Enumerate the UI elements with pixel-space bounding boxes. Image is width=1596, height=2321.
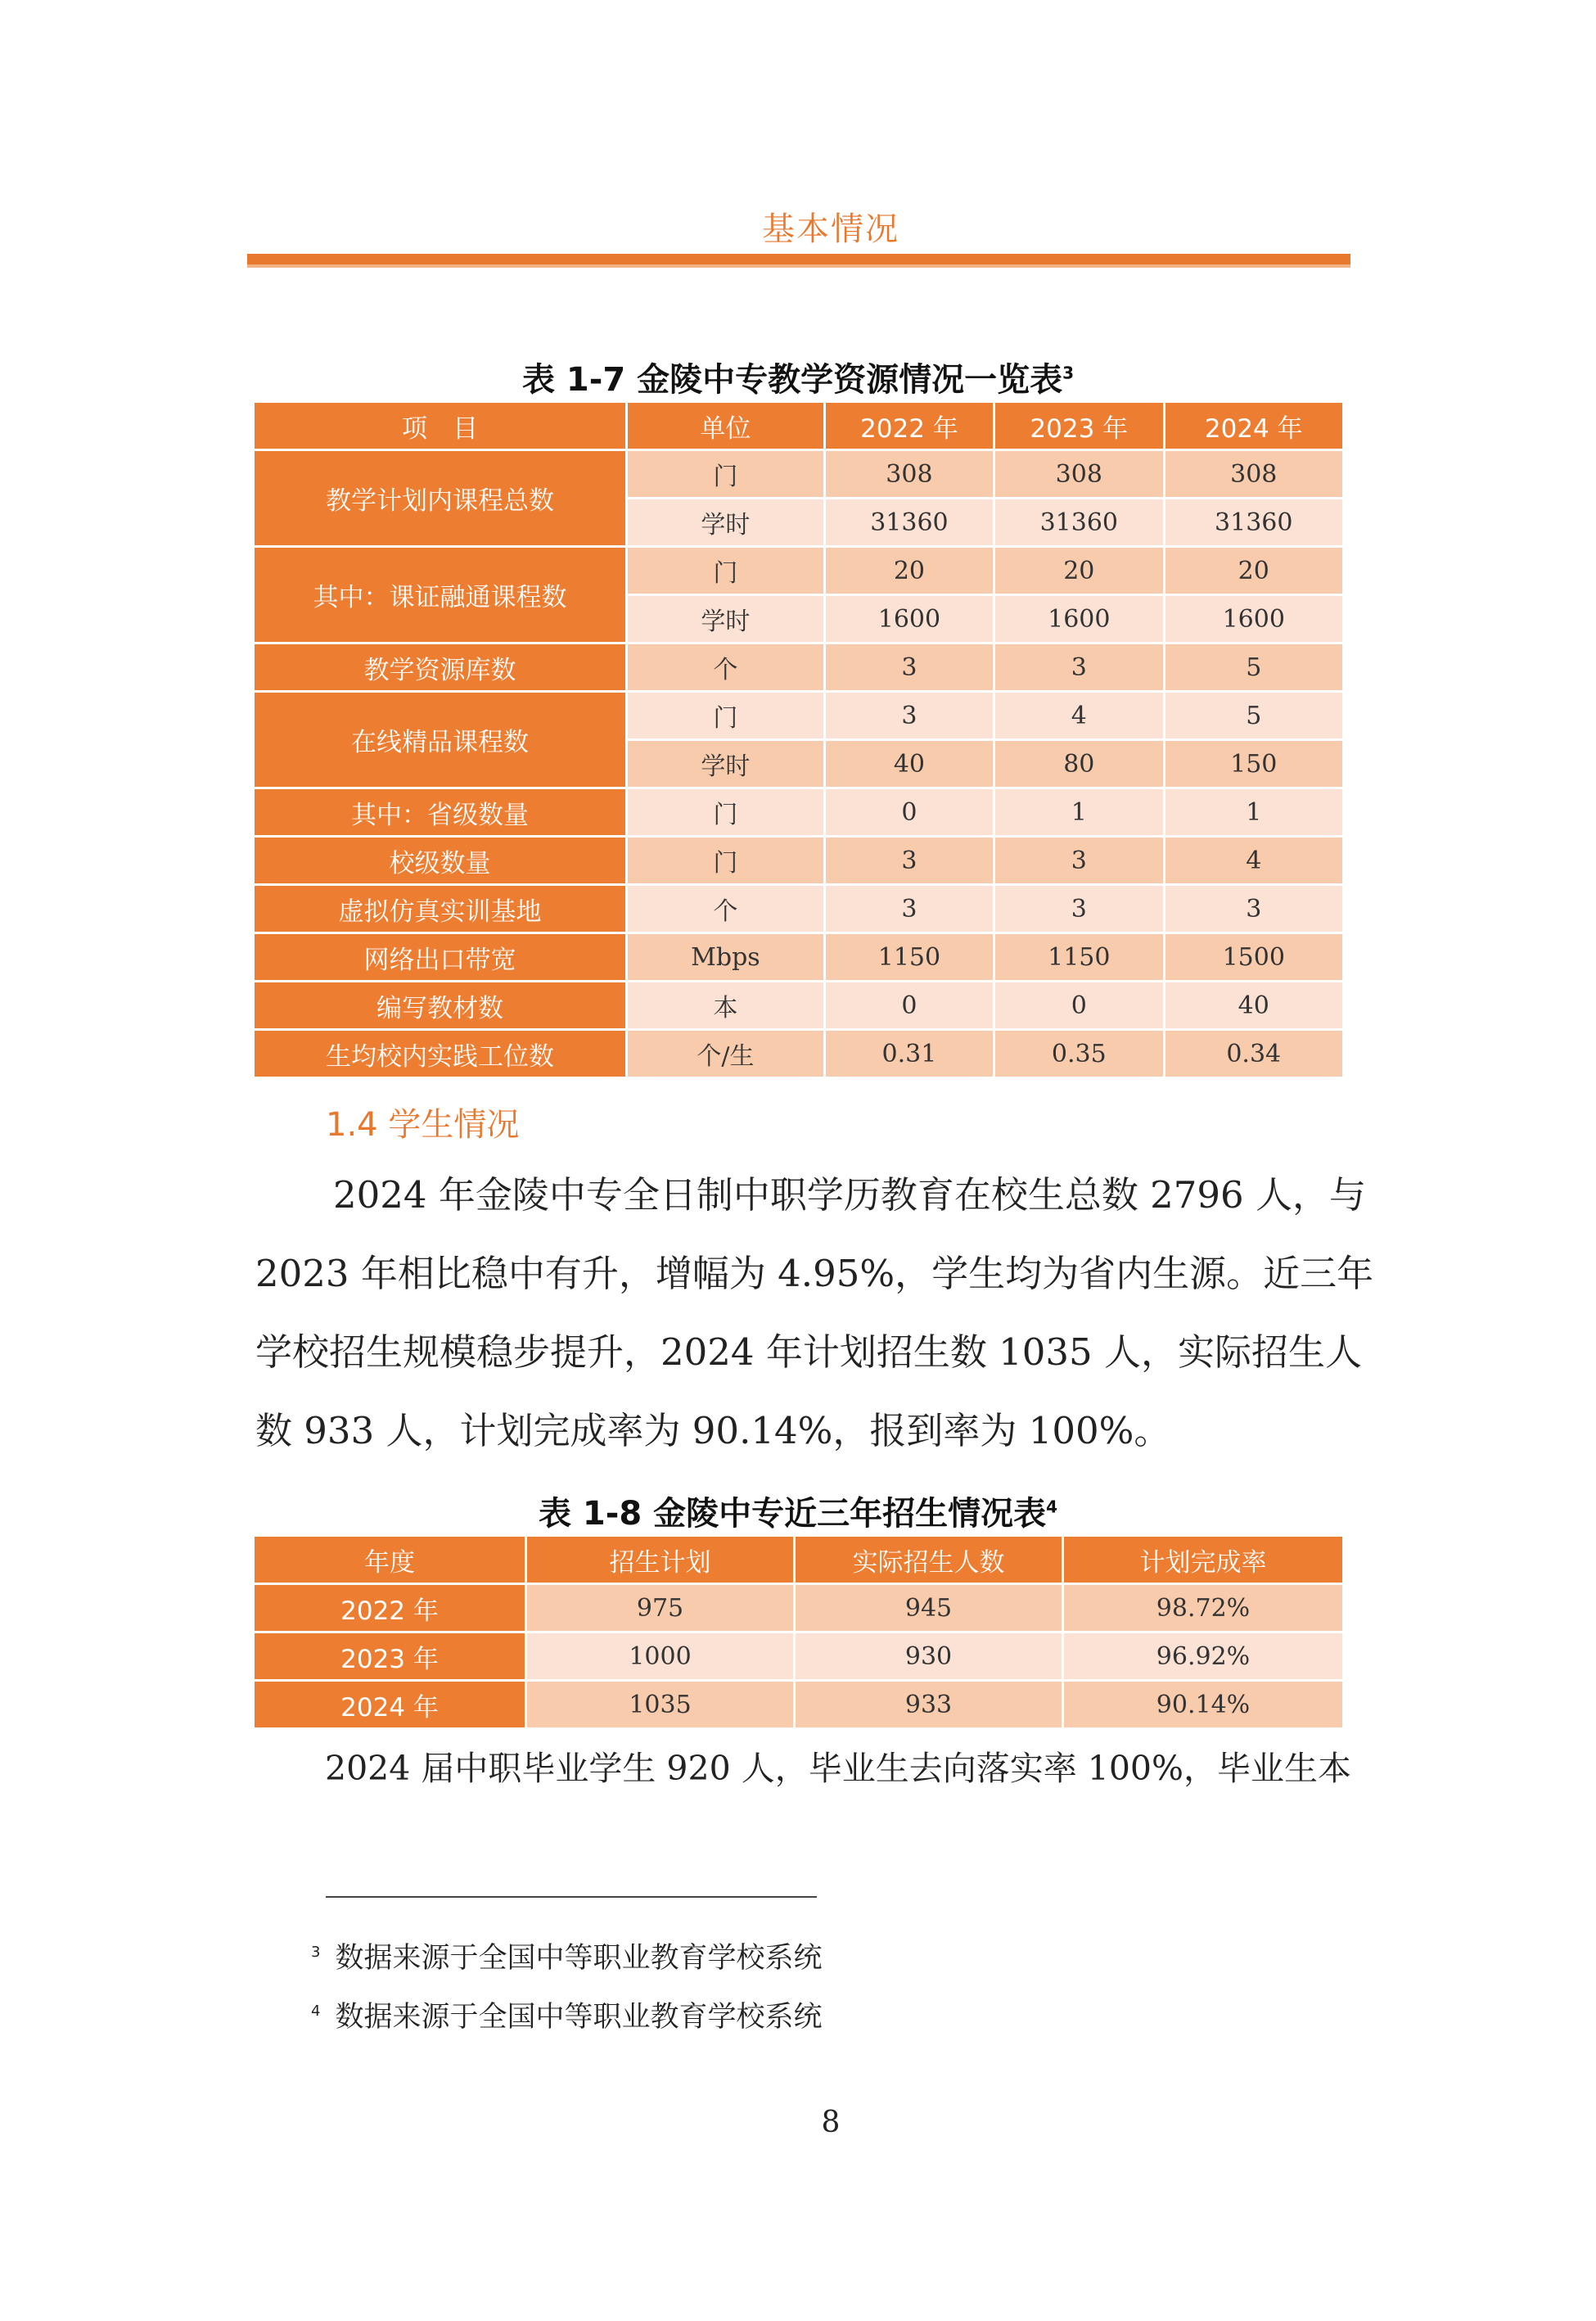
- value-cell: 3: [995, 886, 1162, 932]
- header-rule: [247, 254, 1350, 264]
- value-cell: 930: [796, 1633, 1062, 1679]
- value-cell: 0.34: [1165, 1031, 1343, 1077]
- value-cell: 3: [826, 644, 993, 690]
- table-row: [255, 548, 1342, 594]
- row-label: 教学资源库数: [255, 644, 625, 690]
- unit-cell: 个: [628, 644, 823, 690]
- value-cell: 308: [1165, 451, 1343, 497]
- header-cell-2024: 2024 年: [1165, 403, 1343, 449]
- value-cell: 31360: [826, 499, 993, 545]
- row-label: 生均校内实践工位数: [255, 1031, 625, 1077]
- value-cell: 3: [826, 693, 993, 738]
- header-cell-item: 项 目: [255, 403, 625, 449]
- value-cell: 1: [995, 789, 1162, 835]
- unit-cell: 门: [628, 548, 823, 594]
- footnote-text: 数据来源于全国中等职业教育学校系统: [335, 2001, 823, 2034]
- table-row: [255, 451, 1342, 497]
- value-cell: 40: [1165, 982, 1343, 1028]
- value-cell: 0: [826, 982, 993, 1028]
- row-label: 虚拟仿真实训基地: [255, 886, 625, 932]
- footnote-mark: 3: [311, 1944, 321, 1962]
- value-cell: 3: [1165, 886, 1343, 932]
- footnote-mark: 4: [311, 2003, 321, 2021]
- footnote-4: [311, 1994, 822, 2035]
- value-cell: 20: [1165, 548, 1343, 594]
- unit-cell: 学时: [628, 596, 823, 642]
- value-cell: 31360: [1165, 499, 1343, 545]
- unit-cell: 个/生: [628, 1031, 823, 1077]
- header-cell-rate: 计划完成率: [1064, 1537, 1342, 1583]
- value-cell: 5: [1165, 644, 1343, 690]
- footnote-ref-4: 4: [1046, 1497, 1058, 1517]
- unit-cell: 学时: [628, 741, 823, 787]
- value-cell: 1150: [995, 934, 1162, 980]
- value-cell: 933: [796, 1682, 1062, 1727]
- value-cell: 3: [995, 838, 1162, 883]
- value-cell: 308: [995, 451, 1162, 497]
- table-row: [255, 693, 1342, 738]
- value-cell: 20: [995, 548, 1162, 594]
- value-cell: 1500: [1165, 934, 1343, 980]
- value-cell: 3: [826, 886, 993, 932]
- row-label: 在线精品课程数: [255, 693, 625, 787]
- teaching-resources-table: [252, 400, 1345, 1079]
- header-cell-unit: 单位: [628, 403, 823, 449]
- unit-cell: Mbps: [628, 934, 823, 980]
- value-cell: 0: [826, 789, 993, 835]
- table-1-7-caption-text: 表 1-7 金陵中专教学资源情况一览表: [521, 361, 1063, 399]
- unit-cell: 个: [628, 886, 823, 932]
- footnote-ref-3: 3: [1062, 363, 1075, 383]
- value-cell: 3: [995, 644, 1162, 690]
- table-row: [255, 982, 1342, 1028]
- row-label: 其中：省级数量: [255, 789, 625, 835]
- section-heading-student-status: 1.4 学生情况: [326, 1106, 520, 1144]
- header-cell-plan: 招生计划: [527, 1537, 793, 1583]
- footnote-text: 数据来源于全国中等职业教育学校系统: [335, 1942, 823, 1975]
- value-cell: 1600: [995, 596, 1162, 642]
- paragraph-graduates: 2024 届中职毕业学生 920 人，毕业生去向落实率 100%，毕业生本: [325, 1749, 1351, 1788]
- value-cell: 40: [826, 741, 993, 787]
- row-label: 网络出口带宽: [255, 934, 625, 980]
- value-cell: 5: [1165, 693, 1343, 738]
- table-row: [255, 886, 1342, 932]
- value-cell: 98.72%: [1064, 1585, 1342, 1631]
- unit-cell: 门: [628, 838, 823, 883]
- year-cell: 2022 年: [255, 1585, 525, 1631]
- table-row: [255, 1633, 1342, 1679]
- enrollment-table: [252, 1534, 1345, 1730]
- page-number: 8: [821, 2106, 841, 2139]
- header-cell-year: 年度: [255, 1537, 525, 1583]
- value-cell: 4: [995, 693, 1162, 738]
- unit-cell: 门: [628, 693, 823, 738]
- value-cell: 0.35: [995, 1031, 1162, 1077]
- value-cell: 0.31: [826, 1031, 993, 1077]
- value-cell: 3: [826, 838, 993, 883]
- unit-cell: 学时: [628, 499, 823, 545]
- value-cell: 975: [527, 1585, 793, 1631]
- unit-cell: 本: [628, 982, 823, 1028]
- running-header-title: 基本情况: [762, 210, 899, 248]
- value-cell: 150: [1165, 741, 1343, 787]
- header-cell-2023: 2023 年: [995, 403, 1162, 449]
- footnote-3: [311, 1935, 822, 1976]
- table-row: [255, 644, 1342, 690]
- table-1-7-caption: [0, 354, 1596, 400]
- table-row: [255, 934, 1342, 980]
- value-cell: 0: [995, 982, 1162, 1028]
- table-row: [255, 838, 1342, 883]
- value-cell: 4: [1165, 838, 1343, 883]
- table-header-row: [255, 1537, 1342, 1583]
- year-cell: 2023 年: [255, 1633, 525, 1679]
- row-label: 校级数量: [255, 838, 625, 883]
- value-cell: 1000: [527, 1633, 793, 1679]
- value-cell: 1035: [527, 1682, 793, 1727]
- table-row: [255, 1031, 1342, 1077]
- value-cell: 1: [1165, 789, 1343, 835]
- value-cell: 96.92%: [1064, 1633, 1342, 1679]
- value-cell: 308: [826, 451, 993, 497]
- row-label: 教学计划内课程总数: [255, 451, 625, 545]
- table-header-row: [255, 403, 1342, 449]
- value-cell: 20: [826, 548, 993, 594]
- table-row: [255, 1682, 1342, 1727]
- value-cell: 945: [796, 1585, 1062, 1631]
- table-1-8-caption: [0, 1488, 1596, 1534]
- table-row: [255, 789, 1342, 835]
- row-label: 其中：课证融通课程数: [255, 548, 625, 642]
- table-1-8-caption-text: 表 1-8 金陵中专近三年招生情况表: [538, 1495, 1047, 1533]
- footnote-divider: [326, 1896, 817, 1898]
- year-cell: 2024 年: [255, 1682, 525, 1727]
- unit-cell: 门: [628, 789, 823, 835]
- value-cell: 90.14%: [1064, 1682, 1342, 1727]
- unit-cell: 门: [628, 451, 823, 497]
- value-cell: 31360: [995, 499, 1162, 545]
- value-cell: 1150: [826, 934, 993, 980]
- header-cell-actual: 实际招生人数: [796, 1537, 1062, 1583]
- value-cell: 1600: [1165, 596, 1343, 642]
- table-row: [255, 1585, 1342, 1631]
- paragraph-enrollment: 2024 年金陵中专全日制中职学历教育在校生总数 2796 人，与 2023 年相比稳中有升，增幅为 4.95%，学生均为省内生源。近三年学校招生规模稳步提升，2024 年计划招生数 1035 人，实际招生人数 933 人，计划完成率为 90.14%，报到率为 100%。: [255, 1173, 1374, 1452]
- header-cell-2022: 2022 年: [826, 403, 993, 449]
- value-cell: 80: [995, 741, 1162, 787]
- row-label: 编写教材数: [255, 982, 625, 1028]
- value-cell: 1600: [826, 596, 993, 642]
